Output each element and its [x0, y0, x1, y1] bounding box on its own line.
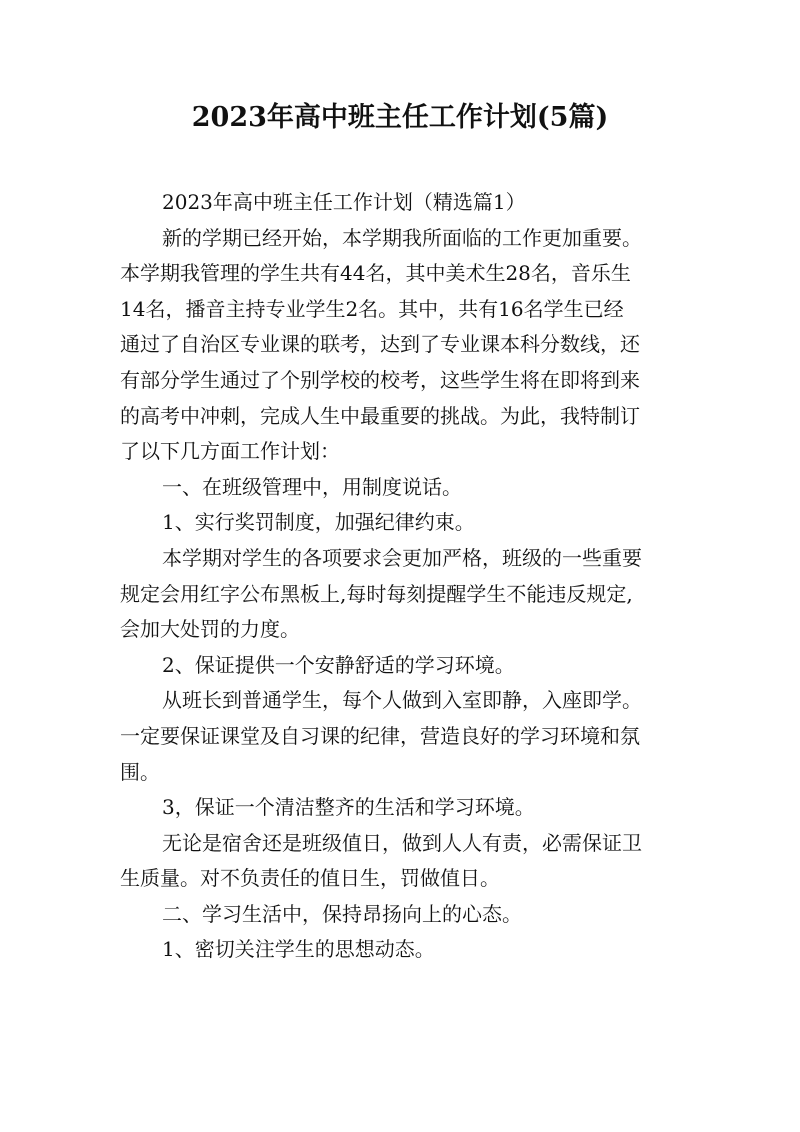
body-line: 的高考中冲刺，完成人生中最重要的挑战。为此，我特制订: [120, 403, 640, 428]
body-line: 一、在班级管理中，用制度说话。: [162, 474, 462, 499]
document-title: 2023年高中班主任工作计划(5篇): [191, 102, 609, 133]
document-body: [120, 185, 698, 968]
body-line: 1、实行奖罚制度，加强纪律约束。: [162, 510, 475, 535]
body-line: 规定会用红字公布黑板上,每时每刻提醒学生不能违反规定,: [120, 581, 633, 606]
body-line: 了以下几方面工作计划：: [120, 439, 340, 464]
body-line: 2023年高中班主任工作计划（精选篇1）: [162, 190, 526, 214]
body-line: 3，保证一个清洁整齐的生活和学习环境。: [162, 795, 535, 820]
body-line: 本学期对学生的各项要求会更加严格，班级的一些重要: [162, 545, 642, 570]
body-line: 二、学习生活中，保持昂扬向上的心态。: [162, 901, 522, 926]
body-line: 一定要保证课堂及自习课的纪律，营造良好的学习环境和氛: [120, 723, 640, 748]
body-line: 2、保证提供一个安静舒适的学习环境。: [162, 652, 515, 677]
body-line: 14名，播音主持专业学生2名。其中，共有16名学生已经: [120, 296, 624, 321]
body-line: 从班长到普通学生，每个人做到入室即静，入座即学。: [162, 688, 642, 713]
body-line: 生质量。对不负责任的值日生，罚做值日。: [120, 866, 500, 891]
body-line: 通过了自治区专业课的联考，达到了专业课本科分数线，还: [120, 332, 640, 357]
body-line: 本学期我管理的学生共有44名，其中美术生28名，音乐生: [120, 261, 631, 286]
body-line: 有部分学生通过了个别学校的校考，这些学生将在即将到来: [120, 367, 640, 392]
body-line: 会加大处罚的力度。: [120, 617, 300, 642]
body-line: 围。: [120, 759, 160, 784]
body-line: 新的学期已经开始，本学期我所面临的工作更加重要。: [162, 225, 642, 250]
body-line: 无论是宿舍还是班级值日，做到人人有责，必需保证卫: [162, 830, 642, 855]
body-line: 1、密切关注学生的思想动态。: [162, 937, 435, 962]
